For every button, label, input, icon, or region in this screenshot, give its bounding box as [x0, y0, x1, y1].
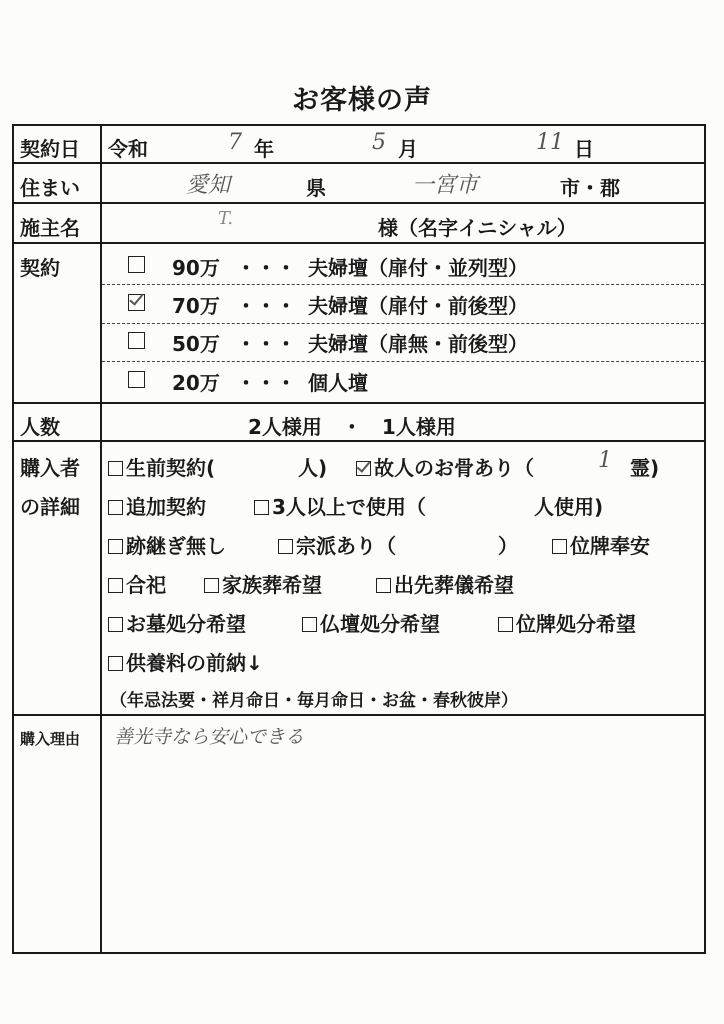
prepay-note: （年忌法要・祥月命日・毎月命日・お盆・春秋彼岸） — [110, 691, 518, 711]
row-divider — [14, 402, 704, 404]
contract-50-price: 50万 — [172, 332, 220, 356]
ihai-enshrine-option[interactable] — [552, 530, 650, 559]
contract-70-checkbox[interactable] — [128, 294, 145, 311]
family-funeral-checkbox[interactable] — [204, 578, 219, 593]
grave-disposal-option[interactable] — [108, 608, 246, 637]
contract-90-checkbox[interactable] — [128, 256, 145, 273]
people-label: 人数 — [20, 415, 60, 439]
ihai-disposal-checkbox[interactable] — [498, 617, 513, 632]
contract-90-desc: 夫婦壇（扉付・並列型） — [308, 256, 528, 280]
prepay-text: 供養料の前納↓ — [126, 651, 263, 675]
month-unit: 月 — [398, 137, 418, 161]
sect-text: 宗派あり（ — [296, 534, 396, 558]
contract-20-checkbox[interactable] — [128, 371, 145, 388]
owner-label: 施主名 — [20, 216, 80, 240]
ihai-enshrine-text: 位牌奉安 — [570, 534, 650, 558]
prepay-option[interactable] — [108, 647, 263, 676]
butsudan-disposal-checkbox[interactable] — [302, 617, 317, 632]
deceased-unit: 霊) — [630, 456, 660, 480]
sect-option[interactable] — [278, 530, 396, 559]
contract-90-dots: ・・・ — [236, 256, 296, 280]
family-funeral-text: 家族葬希望 — [222, 573, 322, 597]
prefecture-unit: 県 — [306, 176, 326, 200]
contract-70-desc: 夫婦壇（扉付・前後型） — [308, 294, 528, 318]
dashed-divider — [102, 284, 704, 285]
contract-50-checkbox[interactable] — [128, 332, 145, 349]
year-value[interactable]: 7 — [228, 130, 242, 155]
grave-disposal-checkbox[interactable] — [108, 617, 123, 632]
owner-suffix: 様（名字イニシャル） — [378, 216, 577, 240]
day-unit: 日 — [574, 137, 594, 161]
row-divider — [14, 714, 704, 716]
three-plus-unit: 人使用) — [534, 495, 604, 519]
prepay-checkbox[interactable] — [108, 656, 123, 671]
city-unit: 市・郡 — [560, 176, 620, 200]
away-funeral-option[interactable] — [376, 569, 514, 598]
presale-text: 生前契約( — [126, 456, 216, 480]
presale-option[interactable] — [108, 452, 215, 481]
reason-label: 購入理由 — [20, 730, 81, 748]
butsudan-disposal-option[interactable] — [302, 608, 440, 637]
reason-value[interactable]: 善光寺なら安心できる — [114, 726, 305, 748]
no-successor-option[interactable] — [108, 530, 226, 559]
goshi-text: 合祀 — [126, 573, 166, 597]
contract-20-desc: 個人壇 — [308, 371, 368, 395]
dashed-divider — [102, 361, 704, 362]
no-successor-checkbox[interactable] — [108, 539, 123, 554]
prefecture-value[interactable]: 愛知 — [186, 173, 231, 198]
contract-50-dots: ・・・ — [236, 332, 296, 356]
ihai-disposal-option[interactable] — [498, 608, 636, 637]
contract-50-desc: 夫婦壇（扉無・前後型） — [308, 332, 528, 356]
owner-initial-value[interactable]: T. — [218, 208, 234, 229]
sect-close: ） — [498, 534, 518, 558]
contract-70-price: 70万 — [172, 294, 220, 318]
details-label-line1: 購入者 — [20, 456, 80, 480]
city-value[interactable]: 一宮市 — [412, 173, 479, 198]
three-plus-checkbox[interactable] — [254, 500, 269, 515]
page-title: お客様の声 — [292, 85, 432, 116]
ihai-enshrine-checkbox[interactable] — [552, 539, 567, 554]
contract-label: 契約 — [20, 256, 60, 280]
contract-70-dots: ・・・ — [236, 294, 296, 318]
ihai-disposal-text: 位牌処分希望 — [516, 612, 636, 636]
contract-20-price: 20万 — [172, 371, 220, 395]
row-divider — [14, 162, 704, 164]
deceased-text: 故人のお骨あり（ — [374, 456, 534, 480]
presale-checkbox[interactable] — [108, 461, 123, 476]
contract-20-dots: ・・・ — [236, 371, 296, 395]
column-divider — [100, 126, 102, 952]
sect-checkbox[interactable] — [278, 539, 293, 554]
away-funeral-text: 出先葬儀希望 — [394, 573, 514, 597]
row-divider — [14, 242, 704, 244]
deceased-option[interactable] — [356, 452, 534, 481]
deceased-value[interactable]: 1 — [598, 448, 612, 473]
additional-option[interactable] — [108, 491, 206, 520]
butsudan-disposal-text: 仏壇処分希望 — [320, 612, 440, 636]
goshi-checkbox[interactable] — [108, 578, 123, 593]
era-text: 令和 — [108, 137, 148, 161]
no-successor-text: 跡継ぎ無し — [126, 534, 226, 558]
away-funeral-checkbox[interactable] — [376, 578, 391, 593]
details-label-line2: の詳細 — [20, 495, 80, 519]
grave-disposal-text: お墓処分希望 — [126, 612, 246, 636]
family-funeral-option[interactable] — [204, 569, 322, 598]
people-options[interactable]: 2人様用 ・ 1人様用 — [248, 415, 456, 439]
three-plus-option[interactable] — [254, 491, 426, 520]
dashed-divider — [102, 323, 704, 324]
goshi-option[interactable] — [108, 569, 166, 598]
presale-unit: 人) — [298, 456, 328, 480]
additional-text: 追加契約 — [126, 495, 206, 519]
deceased-checkbox[interactable] — [356, 461, 371, 476]
additional-checkbox[interactable] — [108, 500, 123, 515]
address-label: 住まい — [20, 176, 80, 200]
date-label: 契約日 — [20, 137, 80, 161]
contract-90-price: 90万 — [172, 256, 220, 280]
year-unit: 年 — [254, 137, 274, 161]
row-divider — [14, 202, 704, 204]
day-value[interactable]: 11 — [536, 130, 564, 155]
month-value[interactable]: 5 — [372, 130, 386, 155]
row-divider — [14, 440, 704, 442]
survey-form — [12, 124, 706, 954]
three-plus-text: 3人以上で使用（ — [272, 495, 426, 519]
